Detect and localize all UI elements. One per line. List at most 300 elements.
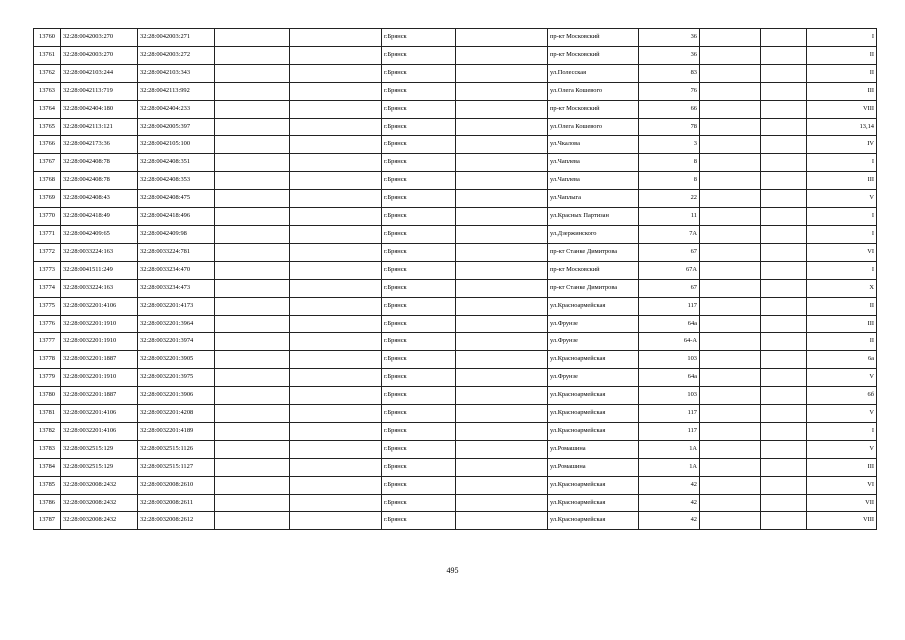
cell-house-number: 117 <box>639 422 700 440</box>
cell-house-number: 66 <box>639 100 700 118</box>
cell-house-number: 42 <box>639 494 700 512</box>
cell-room-number: II <box>807 333 877 351</box>
table-row <box>34 208 877 226</box>
cell-room-number: VIII <box>807 512 877 530</box>
cell-record-number: 13776 <box>34 315 61 333</box>
cell-empty-5 <box>290 190 382 208</box>
cell-empty-5 <box>290 333 382 351</box>
cell-house-number: 36 <box>639 46 700 64</box>
cell-empty-4 <box>215 64 290 82</box>
cell-house-number: 64а <box>639 369 700 387</box>
cell-empty-5 <box>290 46 382 64</box>
cell-city: г.Брянск <box>382 512 456 530</box>
cell-empty-7 <box>456 136 548 154</box>
cell-empty-5 <box>290 315 382 333</box>
cell-street: ул.Фрунзе <box>548 333 639 351</box>
cell-empty-7 <box>456 369 548 387</box>
cell-record-number: 13786 <box>34 494 61 512</box>
cell-empty-5 <box>290 494 382 512</box>
cell-city: г.Брянск <box>382 208 456 226</box>
table-row <box>34 440 877 458</box>
cell-empty-7 <box>456 172 548 190</box>
cell-empty-7 <box>456 46 548 64</box>
cell-empty-5 <box>290 154 382 172</box>
cell-street: ул.Чкалова <box>548 136 639 154</box>
cell-parent-cadastral-number: 32:28:0042404:180 <box>61 100 138 118</box>
cell-empty-11 <box>761 118 807 136</box>
cell-parent-cadastral-number: 32:28:0032201:1910 <box>61 369 138 387</box>
cell-empty-11 <box>761 100 807 118</box>
table-row <box>34 458 877 476</box>
cell-empty-11 <box>761 46 807 64</box>
cell-empty-10 <box>700 46 761 64</box>
cell-street: ул.Полесская <box>548 64 639 82</box>
cell-street: пр-кт Московский <box>548 46 639 64</box>
cell-empty-7 <box>456 297 548 315</box>
cell-empty-7 <box>456 29 548 47</box>
cell-empty-11 <box>761 190 807 208</box>
cell-street: ул.Фрунзе <box>548 315 639 333</box>
table-row <box>34 118 877 136</box>
cell-empty-10 <box>700 172 761 190</box>
page-number: 495 <box>446 566 459 575</box>
cell-empty-10 <box>700 118 761 136</box>
cell-city: г.Брянск <box>382 458 456 476</box>
cell-parent-cadastral-number: 32:28:0033224:163 <box>61 243 138 261</box>
cell-empty-11 <box>761 154 807 172</box>
cell-parent-cadastral-number: 32:28:0032201:4106 <box>61 422 138 440</box>
cell-empty-11 <box>761 440 807 458</box>
cell-empty-10 <box>700 297 761 315</box>
cell-empty-10 <box>700 136 761 154</box>
cell-room-number: 6б <box>807 387 877 405</box>
cell-empty-5 <box>290 225 382 243</box>
cell-room-number: I <box>807 208 877 226</box>
cell-city: г.Брянск <box>382 172 456 190</box>
cell-cadastral-number: 32:28:0032201:3964 <box>138 315 215 333</box>
cell-empty-11 <box>761 422 807 440</box>
cell-street: ул.Красноармейская <box>548 494 639 512</box>
cell-empty-10 <box>700 64 761 82</box>
cell-empty-11 <box>761 476 807 494</box>
cell-parent-cadastral-number: 32:28:0042409:65 <box>61 225 138 243</box>
cell-cadastral-number: 32:28:0042408:475 <box>138 190 215 208</box>
cell-parent-cadastral-number: 32:28:0042103:244 <box>61 64 138 82</box>
cell-parent-cadastral-number: 32:28:0042173:36 <box>61 136 138 154</box>
cell-record-number: 13783 <box>34 440 61 458</box>
cell-empty-7 <box>456 82 548 100</box>
cell-empty-4 <box>215 82 290 100</box>
cell-street: ул.Красноармейская <box>548 422 639 440</box>
cell-house-number: 36 <box>639 29 700 47</box>
cell-house-number: 42 <box>639 512 700 530</box>
cell-record-number: 13782 <box>34 422 61 440</box>
cell-house-number: 64а <box>639 315 700 333</box>
cell-city: г.Брянск <box>382 422 456 440</box>
cell-empty-11 <box>761 351 807 369</box>
cell-room-number: X <box>807 279 877 297</box>
cell-empty-7 <box>456 243 548 261</box>
cell-empty-11 <box>761 29 807 47</box>
cell-record-number: 13779 <box>34 369 61 387</box>
cell-city: г.Брянск <box>382 476 456 494</box>
cell-parent-cadastral-number: 32:28:0042113:719 <box>61 82 138 100</box>
table-row <box>34 136 877 154</box>
cell-house-number: 78 <box>639 118 700 136</box>
cell-empty-10 <box>700 476 761 494</box>
cell-empty-10 <box>700 422 761 440</box>
table-row <box>34 422 877 440</box>
cell-empty-10 <box>700 29 761 47</box>
cell-city: г.Брянск <box>382 333 456 351</box>
cell-empty-5 <box>290 351 382 369</box>
cell-empty-10 <box>700 261 761 279</box>
cell-city: г.Брянск <box>382 190 456 208</box>
cell-empty-5 <box>290 208 382 226</box>
cell-empty-7 <box>456 100 548 118</box>
cell-house-number: 11 <box>639 208 700 226</box>
cell-empty-10 <box>700 405 761 423</box>
cell-cadastral-number: 32:28:0042103:343 <box>138 64 215 82</box>
cell-house-number: 8 <box>639 172 700 190</box>
cell-cadastral-number: 32:28:0042408:351 <box>138 154 215 172</box>
cell-empty-10 <box>700 82 761 100</box>
table-row <box>34 261 877 279</box>
cell-city: г.Брянск <box>382 154 456 172</box>
cell-empty-11 <box>761 458 807 476</box>
cell-empty-11 <box>761 333 807 351</box>
cell-empty-10 <box>700 279 761 297</box>
cell-empty-10 <box>700 512 761 530</box>
cell-room-number: II <box>807 297 877 315</box>
cell-city: г.Брянск <box>382 29 456 47</box>
cell-empty-7 <box>456 440 548 458</box>
cell-empty-4 <box>215 369 290 387</box>
cell-record-number: 13777 <box>34 333 61 351</box>
cell-cadastral-number: 32:28:0032201:3974 <box>138 333 215 351</box>
cell-city: г.Брянск <box>382 297 456 315</box>
cell-empty-4 <box>215 208 290 226</box>
cell-room-number: I <box>807 422 877 440</box>
cell-cadastral-number: 32:28:0033234:470 <box>138 261 215 279</box>
cell-empty-4 <box>215 190 290 208</box>
cell-parent-cadastral-number: 32:28:0042113:121 <box>61 118 138 136</box>
cell-empty-5 <box>290 476 382 494</box>
cell-house-number: 76 <box>639 82 700 100</box>
cell-record-number: 13768 <box>34 172 61 190</box>
cell-room-number: V <box>807 405 877 423</box>
cell-empty-7 <box>456 494 548 512</box>
cell-house-number: 117 <box>639 405 700 423</box>
cell-city: г.Брянск <box>382 315 456 333</box>
cell-empty-5 <box>290 118 382 136</box>
cell-empty-5 <box>290 512 382 530</box>
cell-empty-4 <box>215 29 290 47</box>
cell-empty-10 <box>700 440 761 458</box>
cell-room-number: II <box>807 46 877 64</box>
cell-empty-10 <box>700 351 761 369</box>
cell-parent-cadastral-number: 32:28:0032515:129 <box>61 458 138 476</box>
cell-room-number: I <box>807 225 877 243</box>
cell-empty-5 <box>290 82 382 100</box>
cell-empty-4 <box>215 476 290 494</box>
cell-empty-5 <box>290 440 382 458</box>
cell-room-number: III <box>807 458 877 476</box>
cell-parent-cadastral-number: 32:28:0042418:49 <box>61 208 138 226</box>
cell-record-number: 13763 <box>34 82 61 100</box>
cell-cadastral-number: 32:28:0032201:4189 <box>138 422 215 440</box>
cell-empty-7 <box>456 279 548 297</box>
cell-empty-4 <box>215 512 290 530</box>
cell-city: г.Брянск <box>382 243 456 261</box>
table-row <box>34 476 877 494</box>
cell-street: ул.Ромашина <box>548 440 639 458</box>
cell-empty-4 <box>215 225 290 243</box>
cell-house-number: 67А <box>639 261 700 279</box>
cell-empty-10 <box>700 225 761 243</box>
cell-cadastral-number: 32:28:0042105:100 <box>138 136 215 154</box>
table-row <box>34 154 877 172</box>
cell-house-number: 83 <box>639 64 700 82</box>
cell-cadastral-number: 32:28:0032201:3906 <box>138 387 215 405</box>
cell-room-number: III <box>807 82 877 100</box>
cell-empty-4 <box>215 422 290 440</box>
cell-street: ул.Красноармейская <box>548 476 639 494</box>
cell-room-number: IV <box>807 136 877 154</box>
cell-record-number: 13764 <box>34 100 61 118</box>
cell-empty-4 <box>215 387 290 405</box>
cell-street: ул.Дзержинского <box>548 225 639 243</box>
cell-parent-cadastral-number: 32:28:0032201:4106 <box>61 297 138 315</box>
cell-empty-11 <box>761 261 807 279</box>
cell-house-number: 1А <box>639 440 700 458</box>
cell-empty-7 <box>456 315 548 333</box>
cell-city: г.Брянск <box>382 118 456 136</box>
cell-cadastral-number: 32:28:0042404:233 <box>138 100 215 118</box>
cell-empty-4 <box>215 458 290 476</box>
cell-record-number: 13784 <box>34 458 61 476</box>
cell-empty-11 <box>761 512 807 530</box>
cell-room-number: I <box>807 29 877 47</box>
cell-empty-10 <box>700 154 761 172</box>
table-row <box>34 46 877 64</box>
cell-empty-5 <box>290 243 382 261</box>
cell-street: пр-кт Московский <box>548 100 639 118</box>
cell-empty-5 <box>290 405 382 423</box>
cell-record-number: 13762 <box>34 64 61 82</box>
cell-record-number: 13774 <box>34 279 61 297</box>
cell-record-number: 13780 <box>34 387 61 405</box>
cell-room-number: 6а <box>807 351 877 369</box>
cell-empty-11 <box>761 208 807 226</box>
cell-empty-4 <box>215 494 290 512</box>
cell-house-number: 67 <box>639 279 700 297</box>
cell-empty-11 <box>761 82 807 100</box>
cell-empty-7 <box>456 225 548 243</box>
cell-street: ул.Олега Кошевого <box>548 82 639 100</box>
cell-street: ул.Ромашина <box>548 458 639 476</box>
table-row <box>34 29 877 47</box>
cell-house-number: 64-А <box>639 333 700 351</box>
cell-house-number: 103 <box>639 387 700 405</box>
table-row <box>34 369 877 387</box>
cell-room-number: I <box>807 261 877 279</box>
cell-cadastral-number: 32:28:0042113:992 <box>138 82 215 100</box>
cell-empty-5 <box>290 100 382 118</box>
cell-street: ул.Красноармейская <box>548 387 639 405</box>
cell-record-number: 13760 <box>34 29 61 47</box>
cell-room-number: V <box>807 190 877 208</box>
cell-empty-5 <box>290 369 382 387</box>
cell-record-number: 13773 <box>34 261 61 279</box>
cell-street: ул.Красноармейская <box>548 512 639 530</box>
table-row <box>34 243 877 261</box>
cell-room-number: VI <box>807 476 877 494</box>
cell-empty-5 <box>290 261 382 279</box>
cell-parent-cadastral-number: 32:28:0032201:1910 <box>61 315 138 333</box>
cell-empty-5 <box>290 29 382 47</box>
cell-empty-7 <box>456 208 548 226</box>
cell-house-number: 117 <box>639 297 700 315</box>
cell-cadastral-number: 32:28:0032201:4173 <box>138 297 215 315</box>
cell-empty-7 <box>456 261 548 279</box>
cell-empty-10 <box>700 190 761 208</box>
cell-city: г.Брянск <box>382 261 456 279</box>
table-row <box>34 190 877 208</box>
cell-empty-4 <box>215 172 290 190</box>
cell-empty-5 <box>290 458 382 476</box>
cell-street: пр-кт Московский <box>548 29 639 47</box>
cell-street: ул.Чаплева <box>548 154 639 172</box>
cell-city: г.Брянск <box>382 225 456 243</box>
table-row <box>34 333 877 351</box>
cell-city: г.Брянск <box>382 405 456 423</box>
cell-empty-5 <box>290 387 382 405</box>
cell-empty-5 <box>290 64 382 82</box>
cell-house-number: 67 <box>639 243 700 261</box>
cell-empty-10 <box>700 315 761 333</box>
cell-parent-cadastral-number: 32:28:0042003:270 <box>61 29 138 47</box>
table-row <box>34 315 877 333</box>
table-row <box>34 405 877 423</box>
cell-parent-cadastral-number: 32:28:0032515:129 <box>61 440 138 458</box>
cell-cadastral-number: 32:28:0032008:2612 <box>138 512 215 530</box>
cell-empty-7 <box>456 333 548 351</box>
cell-city: г.Брянск <box>382 387 456 405</box>
cell-street: ул.Красноармейская <box>548 351 639 369</box>
cell-cadastral-number: 32:28:0033234:473 <box>138 279 215 297</box>
cell-house-number: 103 <box>639 351 700 369</box>
cell-record-number: 13787 <box>34 512 61 530</box>
table-body <box>34 29 877 530</box>
cell-cadastral-number: 32:28:0032201:3905 <box>138 351 215 369</box>
cell-record-number: 13767 <box>34 154 61 172</box>
cell-empty-11 <box>761 369 807 387</box>
cell-empty-4 <box>215 333 290 351</box>
cell-empty-10 <box>700 208 761 226</box>
cell-record-number: 13785 <box>34 476 61 494</box>
cell-city: г.Брянск <box>382 440 456 458</box>
cell-room-number: III <box>807 172 877 190</box>
cell-city: г.Брянск <box>382 136 456 154</box>
cell-room-number: VI <box>807 243 877 261</box>
cell-street: ул.Олега Кошевого <box>548 118 639 136</box>
table-row <box>34 82 877 100</box>
cell-cadastral-number: 32:28:0032008:2610 <box>138 476 215 494</box>
table-row <box>34 279 877 297</box>
cell-house-number: 22 <box>639 190 700 208</box>
cell-room-number: I <box>807 154 877 172</box>
cell-record-number: 13761 <box>34 46 61 64</box>
cell-cadastral-number: 32:28:0042005:397 <box>138 118 215 136</box>
table-row <box>34 225 877 243</box>
cell-empty-10 <box>700 100 761 118</box>
cell-cadastral-number: 32:28:0032201:3975 <box>138 369 215 387</box>
table-row <box>34 100 877 118</box>
cell-empty-5 <box>290 297 382 315</box>
cell-parent-cadastral-number: 32:28:0032201:1887 <box>61 351 138 369</box>
cell-city: г.Брянск <box>382 351 456 369</box>
cell-city: г.Брянск <box>382 64 456 82</box>
cell-empty-4 <box>215 136 290 154</box>
cell-empty-4 <box>215 351 290 369</box>
cell-empty-11 <box>761 297 807 315</box>
cell-empty-10 <box>700 494 761 512</box>
table-row <box>34 387 877 405</box>
cell-empty-4 <box>215 100 290 118</box>
cell-empty-7 <box>456 64 548 82</box>
cell-empty-4 <box>215 46 290 64</box>
cell-empty-11 <box>761 387 807 405</box>
cell-record-number: 13772 <box>34 243 61 261</box>
register-sheet <box>33 28 876 530</box>
cell-parent-cadastral-number: 32:28:0032008:2432 <box>61 494 138 512</box>
cell-cadastral-number: 32:28:0032515:1126 <box>138 440 215 458</box>
cell-empty-11 <box>761 136 807 154</box>
cell-street: ул.Чаплева <box>548 172 639 190</box>
cell-empty-11 <box>761 225 807 243</box>
cell-empty-11 <box>761 405 807 423</box>
cell-empty-10 <box>700 369 761 387</box>
table-row <box>34 297 877 315</box>
cell-parent-cadastral-number: 32:28:0032201:1910 <box>61 333 138 351</box>
cell-cadastral-number: 32:28:0032515:1127 <box>138 458 215 476</box>
cell-empty-4 <box>215 440 290 458</box>
cell-parent-cadastral-number: 32:28:0042003:270 <box>61 46 138 64</box>
cell-empty-5 <box>290 279 382 297</box>
cell-cadastral-number: 32:28:0042409:98 <box>138 225 215 243</box>
cell-empty-7 <box>456 387 548 405</box>
cell-empty-7 <box>456 351 548 369</box>
cell-empty-5 <box>290 172 382 190</box>
cell-empty-7 <box>456 154 548 172</box>
cell-city: г.Брянск <box>382 279 456 297</box>
cell-city: г.Брянск <box>382 369 456 387</box>
cell-cadastral-number: 32:28:0042003:272 <box>138 46 215 64</box>
cell-empty-10 <box>700 333 761 351</box>
cell-empty-7 <box>456 190 548 208</box>
cell-house-number: 3 <box>639 136 700 154</box>
cell-empty-4 <box>215 154 290 172</box>
cell-house-number: 42 <box>639 476 700 494</box>
cell-record-number: 13781 <box>34 405 61 423</box>
cell-parent-cadastral-number: 32:28:0041511:249 <box>61 261 138 279</box>
cell-empty-7 <box>456 405 548 423</box>
cell-empty-4 <box>215 261 290 279</box>
cell-record-number: 13775 <box>34 297 61 315</box>
cell-room-number: V <box>807 369 877 387</box>
property-register-table <box>33 28 877 530</box>
